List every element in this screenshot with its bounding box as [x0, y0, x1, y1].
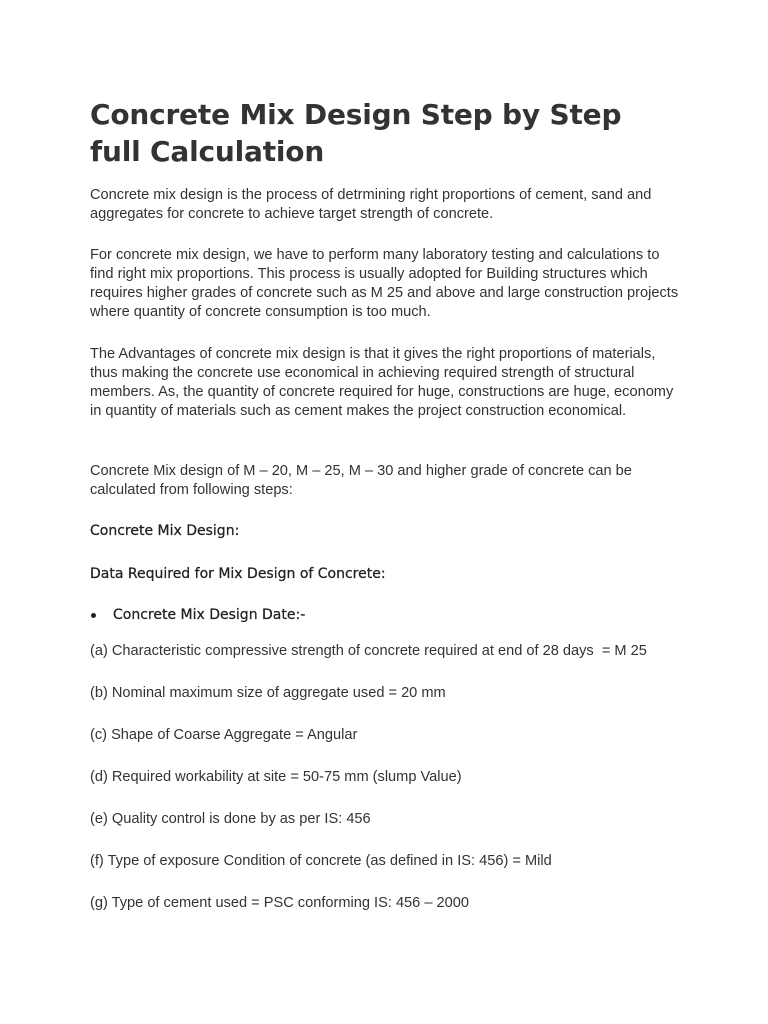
data-item-e: (e) Quality control is done by as per IS: 456 [90, 811, 371, 827]
section-heading-data-required: Data Required for Mix Design of Concrete: [90, 566, 386, 582]
intro-paragraph: Concrete mix design is the process of detrmining right proportions of cement, sand and aggregates for concrete to achieve target strength of concrete. [90, 187, 652, 222]
bullet-dot-icon [91, 613, 96, 618]
grades-paragraph: Concrete Mix design of M – 20, M – 25, M – 30 and higher grade of concrete can be calculated from following steps: [90, 463, 632, 498]
data-item-b: (b) Nominal maximum size of aggregate used = 20 mm [90, 685, 446, 701]
data-item-d: (d) Required workability at site = 50-75 mm (slump Value) [90, 769, 462, 785]
laboratory-paragraph: For concrete mix design, we have to perform many laboratory testing and calculations to find right mix proportions. This process is usually adopted for Building structures which requires higher grades of concrete such as M 25 and above and large construction projects where quantity of concrete consumption is too much. [90, 247, 679, 320]
data-item-g: (g) Type of cement used = PSC conforming IS: 456 – 2000 [90, 895, 469, 911]
data-item-a: (a) Characteristic compressive strength of concrete required at end of 28 days = M 25 [90, 643, 647, 659]
data-item-c: (c) Shape of Coarse Aggregate = Angular [90, 727, 358, 743]
bullet-list-item [90, 607, 305, 623]
advantages-paragraph: The Advantages of concrete mix design is that it gives the right proportions of materials, thus making the concrete use economical in achieving required strength of structural members. As, the quantity of concrete required for huge, constructions are huge, economy in quantity of materials such as cement makes the project construction economical. [90, 346, 674, 419]
data-item-f: (f) Type of exposure Condition of concrete (as defined in IS: 456) = Mild [90, 853, 552, 869]
document-title: Concrete Mix Design Step by Step full Calculation [90, 98, 622, 168]
bullet-label: Concrete Mix Design Date:- [113, 607, 306, 623]
section-heading-mix-design: Concrete Mix Design: [90, 523, 240, 539]
